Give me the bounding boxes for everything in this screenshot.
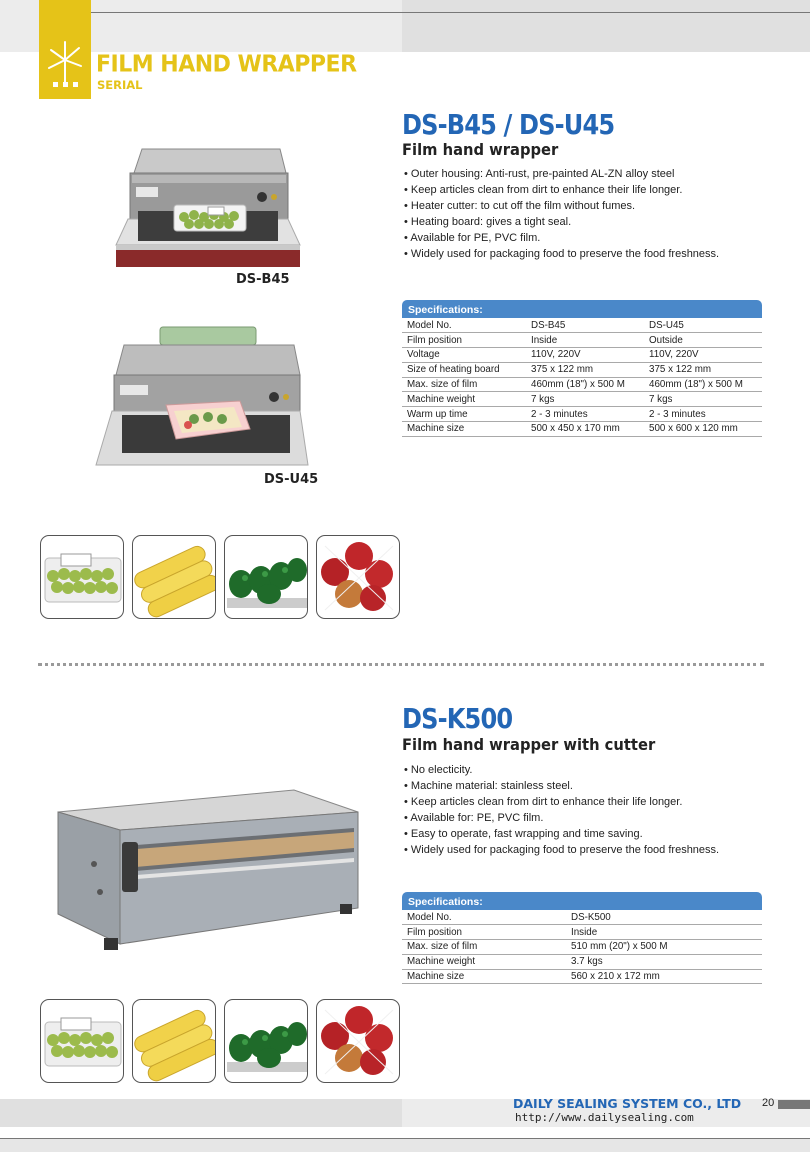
thumb-peppers [224,999,308,1083]
thumb-corn [132,999,216,1083]
spec-value: 560 x 210 x 172 mm [566,969,762,984]
spec-value: 110V, 220V [526,348,644,363]
spec-value: 7 kgs [526,392,644,407]
feature-item: • No electicity. [404,762,719,778]
feature-item: • Keep articles clean from dirt to enhance their life longer. [404,794,719,810]
spec-value: 3.7 kgs [566,954,762,969]
spec-value: Inside [526,333,644,348]
spec-header: Specifications: [402,300,762,318]
table-row [402,362,762,377]
spec-value: 110V, 220V [644,348,762,363]
windmill-icon [43,40,87,90]
spec-label: Model No. [402,318,526,333]
feature-item: • Available for: PE, PVC film. [404,810,719,826]
spec-table-b45-u45 [402,300,762,437]
page-tab [778,1100,810,1109]
thumb-onions [316,999,400,1083]
spec-value: 2 - 3 minutes [644,407,762,422]
spec-value: 510 mm (20") x 500 M [566,940,762,955]
feature-item: • Heating board: gives a tight seal. [404,214,719,230]
thumb-grapes [40,999,124,1083]
table-row [402,333,762,348]
top-band-right [402,0,810,52]
table-row [402,954,762,969]
thumb-corn [132,535,216,619]
feature-item: • Keep articles clean from dirt to enhance their life longer. [404,182,719,198]
feature-item: • Widely used for packaging food to preserve the food freshness. [404,842,719,858]
table-row [402,925,762,940]
website-url: http://www.dailysealing.com [515,1111,694,1124]
section-divider [38,663,764,666]
thumb-grapes [40,535,124,619]
spec-header: Specifications: [402,892,762,910]
thumb-onions [316,535,400,619]
spec-value: 460mm (18") x 500 M [644,377,762,392]
table-row [402,318,762,333]
company-name: DAILY SEALING SYSTEM CO., LTD [513,1096,742,1111]
table-row [402,910,762,925]
feature-item: • Widely used for packaging food to preserve the food freshness. [404,246,719,262]
table-row [402,422,762,437]
feature-list-b45-u45 [404,166,719,262]
table-row [402,377,762,392]
spec-value: 375 x 122 mm [526,362,644,377]
table-row [402,392,762,407]
brand-logo [39,0,91,99]
spec-grid [402,910,762,984]
feature-item: • Available for PE, PVC film. [404,230,719,246]
caption-ds-u45: DS-U45 [264,472,319,487]
bottom-strip [0,1139,810,1152]
table-row [402,407,762,422]
model-title-b45-u45: DS-B45 / DS-U45 [402,108,615,141]
spec-value: 500 x 450 x 170 mm [526,422,644,437]
table-row [402,969,762,984]
spec-label: Machine weight [402,392,526,407]
spec-table-k500 [402,892,762,984]
spec-grid [402,318,762,437]
spec-value: Inside [566,925,762,940]
caption-ds-b45: DS-B45 [236,272,290,287]
spec-value: 7 kgs [644,392,762,407]
spec-label: Film position [402,333,526,348]
page-number: 20 [762,1097,775,1109]
spec-label: Machine weight [402,954,566,969]
spec-label: Machine size [402,422,526,437]
spec-value: DS-K500 [566,910,762,925]
spec-value: 460mm (18") x 500 M [526,377,644,392]
spec-label: Machine size [402,969,566,984]
table-row [402,348,762,363]
model-subtitle-b45-u45: Film hand wrapper [402,140,559,159]
feature-item: • Machine material: stainless steel. [404,778,719,794]
spec-label: Warm up time [402,407,526,422]
thumb-peppers [224,535,308,619]
series-subtitle: SERIAL [97,78,143,92]
ds-k500-machine-image [54,788,364,959]
model-subtitle-k500: Film hand wrapper with cutter [402,735,656,754]
spec-label: Film position [402,925,566,940]
feature-item: • Outer housing: Anti-rust, pre-painted AL-ZN alloy steel [404,166,719,182]
spec-label: Max. size of film [402,940,566,955]
bottom-band-left [0,1099,402,1127]
series-title: FILM HAND WRAPPER [96,51,357,78]
spec-value: 2 - 3 minutes [526,407,644,422]
feature-item: • Heater cutter: to cut off the film without fumes. [404,198,719,214]
spec-value: 500 x 600 x 120 mm [644,422,762,437]
spec-value: Outside [644,333,762,348]
spec-value: DS-U45 [644,318,762,333]
model-title-k500: DS-K500 [402,702,513,735]
feature-list-k500 [404,762,719,858]
spec-label: Voltage [402,348,526,363]
spec-value: DS-B45 [526,318,644,333]
spec-label: Model No. [402,910,566,925]
spec-label: Size of heating board [402,362,526,377]
top-band-line [90,12,810,13]
ds-b45-machine-image [112,145,308,274]
spec-label: Max. size of film [402,377,526,392]
spec-value: 375 x 122 mm [644,362,762,377]
ds-u45-machine-image [94,325,310,474]
feature-item: • Easy to operate, fast wrapping and time saving. [404,826,719,842]
table-row [402,940,762,955]
